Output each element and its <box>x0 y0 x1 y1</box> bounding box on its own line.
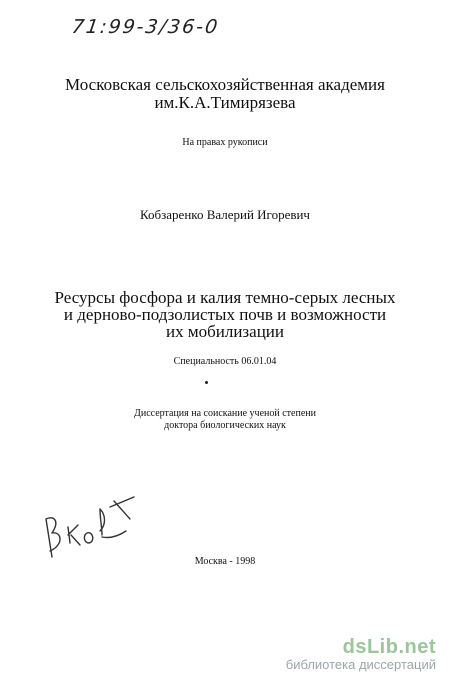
catalog-number: 71:99-3/36-0 <box>70 16 221 38</box>
dissertation-title <box>0 289 450 340</box>
author-name: Кобзаренко Валерий Игоревич <box>140 207 310 222</box>
stray-dot <box>205 381 208 384</box>
handwritten-note <box>40 495 140 565</box>
degree-line: доктора биологических наук <box>164 420 286 431</box>
rights-note: На правах рукописи <box>182 137 268 148</box>
title-line: их мобилизации <box>166 322 284 341</box>
institution-line: Московская сельскохозяйственная академия <box>65 75 385 94</box>
specialty-code: Специальность 06.01.04 <box>173 356 277 367</box>
institution-line: им.К.А.Тимирязева <box>154 93 296 112</box>
watermark-logo: dsLib.net <box>342 636 436 658</box>
place-year: Москва - 1998 <box>194 556 256 567</box>
title-line: и дерново-подзолистых почв и возможности <box>63 305 387 324</box>
degree-line: Диссертация на соискание ученой степени <box>134 408 316 419</box>
watermark-subtitle: библиотека диссертаций <box>285 657 436 672</box>
institution-name <box>0 76 450 112</box>
watermark <box>286 636 436 672</box>
degree-statement <box>0 408 450 432</box>
title-line: Ресурсы фосфора и калия темно-серых лесных <box>54 288 396 307</box>
